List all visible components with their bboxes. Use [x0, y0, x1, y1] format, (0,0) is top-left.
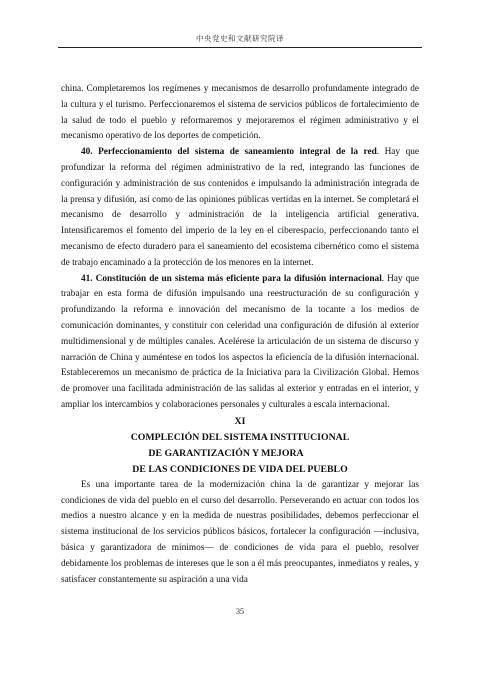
page-number: 35 — [236, 607, 244, 616]
document-body — [61, 82, 419, 588]
paragraph-network-governance — [61, 145, 419, 271]
paragraph-international-communication — [61, 272, 419, 414]
section-title-line-2: DE GARANTIZACIÓN Y MEJORA — [148, 447, 304, 459]
paragraph-section-intro: Es una importante tarea de la modernización china la de garantizar y mejorar las condiciones de vida del pueblo en el curso del desarrollo. Perseverando en actuar con todos los medios a nuestro alcance y en la medida de nuestras posibilidades, debemos perfeccionar el sistema institucional de los servicios públicos básicos, fortalecer la configuración —inclusiva, básica y garantizadora de mínimos— de condiciones de vida para el pueblo, resolver debidamente los problemas de intereses que le son a él más preocupantes, inmediatos y reales, y satisfacer constantemente su aspiración a una vida — [61, 479, 419, 585]
header-title: 中央党史和文献研究院译 — [196, 34, 284, 43]
section-heading — [61, 414, 419, 478]
section-title-line-3: DE LAS CONDICIONES DE VIDA DEL PUEBLO — [132, 463, 348, 475]
section-number: XI — [234, 415, 246, 427]
paragraph-heading-40: 40. Perfeccionamiento del sistema de saneamiento integral de la red — [81, 147, 377, 158]
section-title-line-1: COMPLECIÓN DEL SISTEMA INSTITUCIONAL — [130, 431, 350, 443]
paragraph-continuation: china. Completaremos los regímenes y mecanismos de desarrollo profundamente integrado de la cultura y el turismo. Perfeccionaremos el sistema de servicios públicos de fortalecimiento de la salud de todo el pueblo y reformaremos y mejoraremos el régimen administrativo y el mecanismo operativo de los deportes de competición. — [61, 84, 419, 142]
paragraph-heading-41: 41. Constitución de un sistema más eficiente para la difusión internacional — [81, 273, 382, 284]
paragraph-body-40: . Hay que profundizar la reforma del régimen administrativo de la red, integrando las funciones de configuración y administración de sus contenidos e impulsando la administración integrada de la prensa y difusión, así como de las opiniones públicas vertidas en la internet. Se completará el mecanismo de desarrollo y administración de la inteligencia artificial generativa. Intensificaremos el fomento del imperio de la ley en el ciberespacio, perfeccionando tanto el mecanismo de efecto duradero para el saneamiento del ecosistema cibernético como el sistema de trabajo encaminado a la protección de los menores en la internet. — [61, 147, 419, 268]
paragraph-body-41: . Hay que trabajar en esta forma de difusión impulsando una reestructuración de su configuración y profundizando la reforma e innovación del mecanismo de la tocante a los medios de comunicación dominantes, y constituir con celeridad una configuración de difusión al exterior multidimensional y de múltiples canales. Acelérese la articulación de un sistema de discurso y narración de China y auméntese en todos los aspectos la eficiencia de la difusión internacional. Estableceremos un mecanismo de práctica de la Iniciativa para la Civilización Global. Hemos de promover una facilitada administración de las salidas al exterior y entradas en el interior, y ampliar los intercambios y colaboraciones personales y culturales a escala internacional. — [61, 273, 419, 410]
running-header — [58, 33, 422, 48]
